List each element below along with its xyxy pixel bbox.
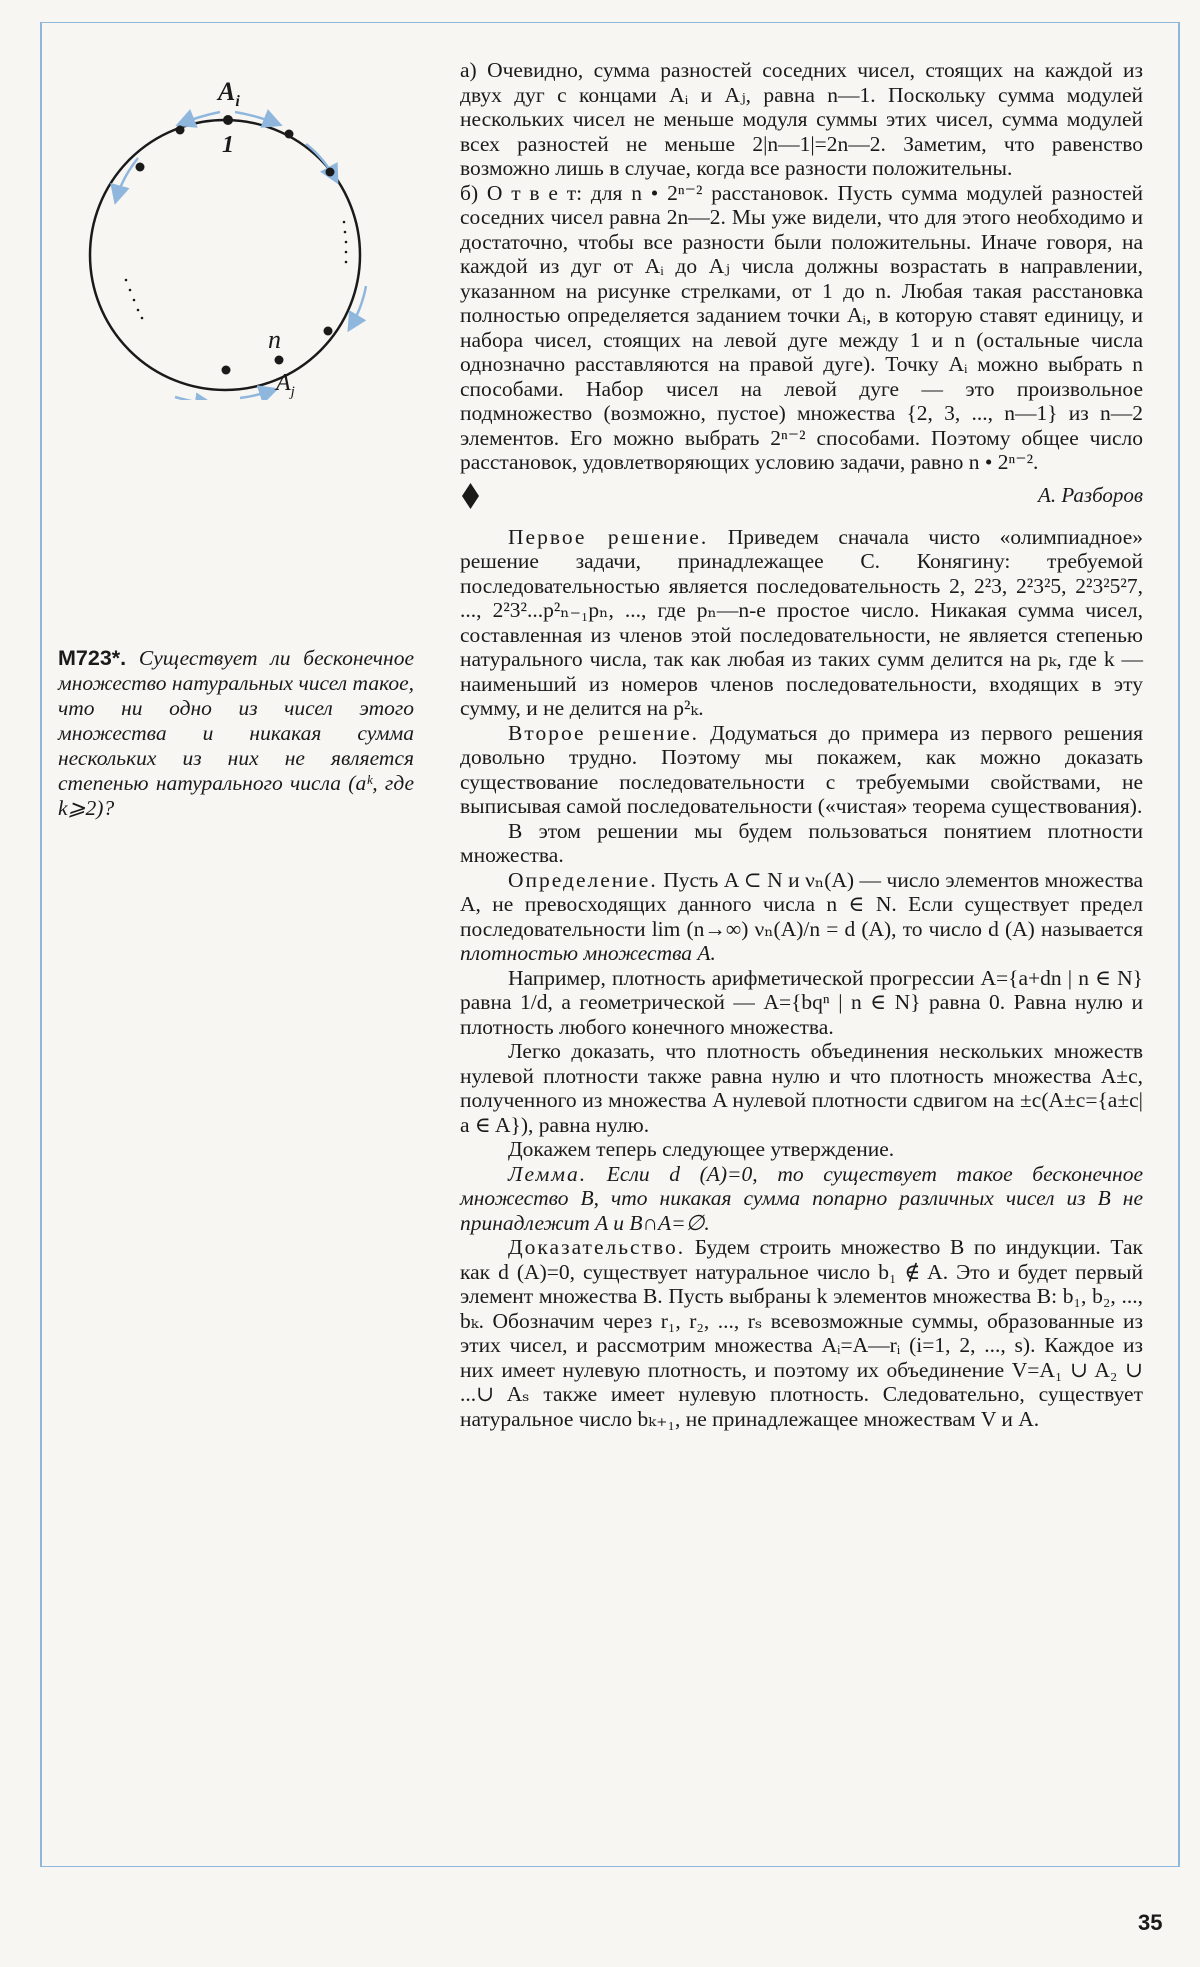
first-solution-title: Первое решение.: [508, 524, 709, 549]
solution-part-b-text: для n • 2ⁿ⁻² расстановок. Пусть сумма модулей разностей соседних чисел равна 2n—2. Мы уже видели, что для этого необходимо и достаточно, чтобы все разности были положительны. Иначе говоря, на каждой из дуг от Aᵢ до Aⱼ числа должны возрастать в направлении, указанном на рисунке стрелками, от 1 до n. Любая такая расстановка полностью определяется заданием точки Aᵢ, в которую ставят единицу, и набора чисел, стоящих на левой дуге между 1 и n (остальные числа однозначно расставляются на правой дуге). Точку Aᵢ можно выбрать n способами. Набор чисел на левой дуге — это произвольное подмножество (возможно, пустое) множества {2, 3, ..., n—1} из n—2 элементов. Его можно выбрать 2ⁿ⁻² способами. Поэтому общее число расстановок, удовлетворяющих условию задачи, равно n • 2ⁿ⁻².: [460, 180, 1144, 474]
solution-column: [460, 58, 1143, 1431]
solution-part-b: [460, 181, 1143, 475]
arrow-right-bottom: [240, 390, 274, 398]
point-aj: [275, 356, 284, 365]
proof-text: Будем строить множество B по индукции. Так как d (A)=0, существует натуральное число b₁ ∉ A. Это и будет первый элемент множества B. Пусть выбраны k элементов множества B: b₁, b₂, ..., bₖ. Обозначим через r₁, r₂, ..., rₛ всевозможные суммы, образованные из этих чисел, и рассмотрим множества Aᵢ=A—rᵢ (i=1, 2, ..., s). Каждое из них имеет нулевую плотность, и поэтому их объединение V=A₁ ∪ A₂ ∪ ...∪ Aₛ также имеет нулевую плотность. Следовательно, существует натуральное число bₖ₊₁, не принадлежащее множествам V и A.: [460, 1235, 1144, 1431]
point: [176, 126, 185, 135]
definition-text: Пусть A ⊂ N и νₙ(A) — число элементов множества A, не превосходящих данного числа n ∈ N. Если существует предел последовательности: [460, 867, 1143, 941]
first-solution-text: Приведем сначала чисто «олимпиадное» решение задачи, принадлежащее С. Конягину: требуемой последовательностью является последовательность 2, 2²3, 2²3²5, 2²3²5²7, ..., 2²3²...p²ₙ₋₁pₙ, ..., где pₙ—n-е простое число. Никакая сумма чисел, составленная из членов этой последовательности, не является степенью натурального числа, так как любая из таких сумм делится на pₖ, где k — наименьший из номеров членов последовательности, входящих в эту сумму, и не делится на p²ₖ.: [460, 524, 1143, 720]
signature-row: [460, 481, 1143, 515]
density-example: Например, плотность арифметической прогрессии A={a+dn | n ∈ N} равна 1/d, а геометрической — A={bqⁿ | n ∈ N} равна 0. Равна нулю и плотность любого конечного множества.: [460, 965, 1143, 1039]
problem-text: Существует ли бесконечное множество натуральных чисел такое, что ни одно из чисел этого множества и никакая сумма нескольких из них не является степенью натурального числа (aᵏ, где k⩾2)?: [58, 646, 415, 820]
definition-tail: то число d (A) называется: [902, 916, 1143, 941]
problem-statement: [58, 646, 414, 821]
lemma: [460, 1162, 1143, 1236]
ellipsis-right: [343, 221, 348, 264]
end-diamond-icon: [462, 483, 479, 509]
label-aj: $A_j$: [276, 370, 295, 400]
solution-part-b-label: б) О т в е т:: [460, 180, 583, 205]
arrow-left-bottom: [175, 397, 210, 400]
arrow-right-lower: [350, 286, 366, 328]
label-n: n: [268, 325, 281, 354]
second-solution-text: Додуматься до примера из первого решения довольно трудно. Поэтому мы покажем, как можно доказать существование последовательности с требуемыми свойствами, не выписывая самой последовательности («чистая» теорема существования).: [460, 720, 1144, 818]
density-intro: В этом решении мы будем пользоваться понятием плотности множества.: [460, 818, 1143, 867]
second-solution: [460, 721, 1143, 819]
definition-term: плотностью множества A.: [460, 941, 716, 965]
point: [326, 168, 335, 177]
point: [324, 327, 333, 336]
definition-formula: lim (n→∞) νₙ(A)/n = d (A),: [651, 916, 897, 941]
label-ai: $A_i$: [218, 77, 240, 110]
definition-title: Определение.: [508, 867, 658, 892]
point-ai: [223, 115, 233, 125]
circle-figure: [80, 40, 420, 400]
circle: [90, 120, 360, 390]
point: [222, 366, 231, 375]
solution-part-a: а) Очевидно, сумма разностей соседних чисел, стоящих на каждой из двух дуг с концами Aᵢ и Aⱼ, равна n—1. Поскольку сумма модулей нескольких чисел не меньше модуля суммы этих чисел, сумма модулей всех разностей не меньше 2|n—1|=2n—2. Заметим, что равенство возможно лишь в случае, когда все разности положительны.: [460, 58, 1143, 180]
first-solution: [460, 525, 1143, 721]
second-solution-title: Второе решение.: [508, 720, 699, 745]
circle-diagram: [80, 40, 420, 400]
definition: [460, 868, 1143, 966]
label-one: 1: [222, 132, 234, 158]
prove-intro: Докажем теперь следующее утверждение.: [508, 1137, 895, 1161]
lemma-text: Если d (A)=0, то существует такое бесконечное множество B, что никакая сумма попарно различных чисел из B не принадлежит A и B∩A=∅.: [460, 1161, 1144, 1235]
arrow-left-upper: [116, 158, 138, 200]
problem-number: М723*.: [58, 646, 127, 670]
author-signature: А. Разборов: [1038, 482, 1143, 507]
point: [136, 163, 145, 172]
ellipsis-left: [125, 279, 144, 320]
proof-title: Доказательство.: [508, 1235, 686, 1259]
lemma-title: Лемма.: [508, 1161, 588, 1186]
union-density: Легко доказать, что плотность объединения нескольких множеств нулевой плотности также равна нулю и что плотность множества A±c, полученного из множества A нулевой плотности сдвигом на ±c(A±c={a±c| a ∈ A}), равна нулю.: [460, 1039, 1143, 1137]
page-number: 35: [1138, 1910, 1163, 1935]
proof: [460, 1235, 1143, 1431]
point: [285, 130, 294, 139]
